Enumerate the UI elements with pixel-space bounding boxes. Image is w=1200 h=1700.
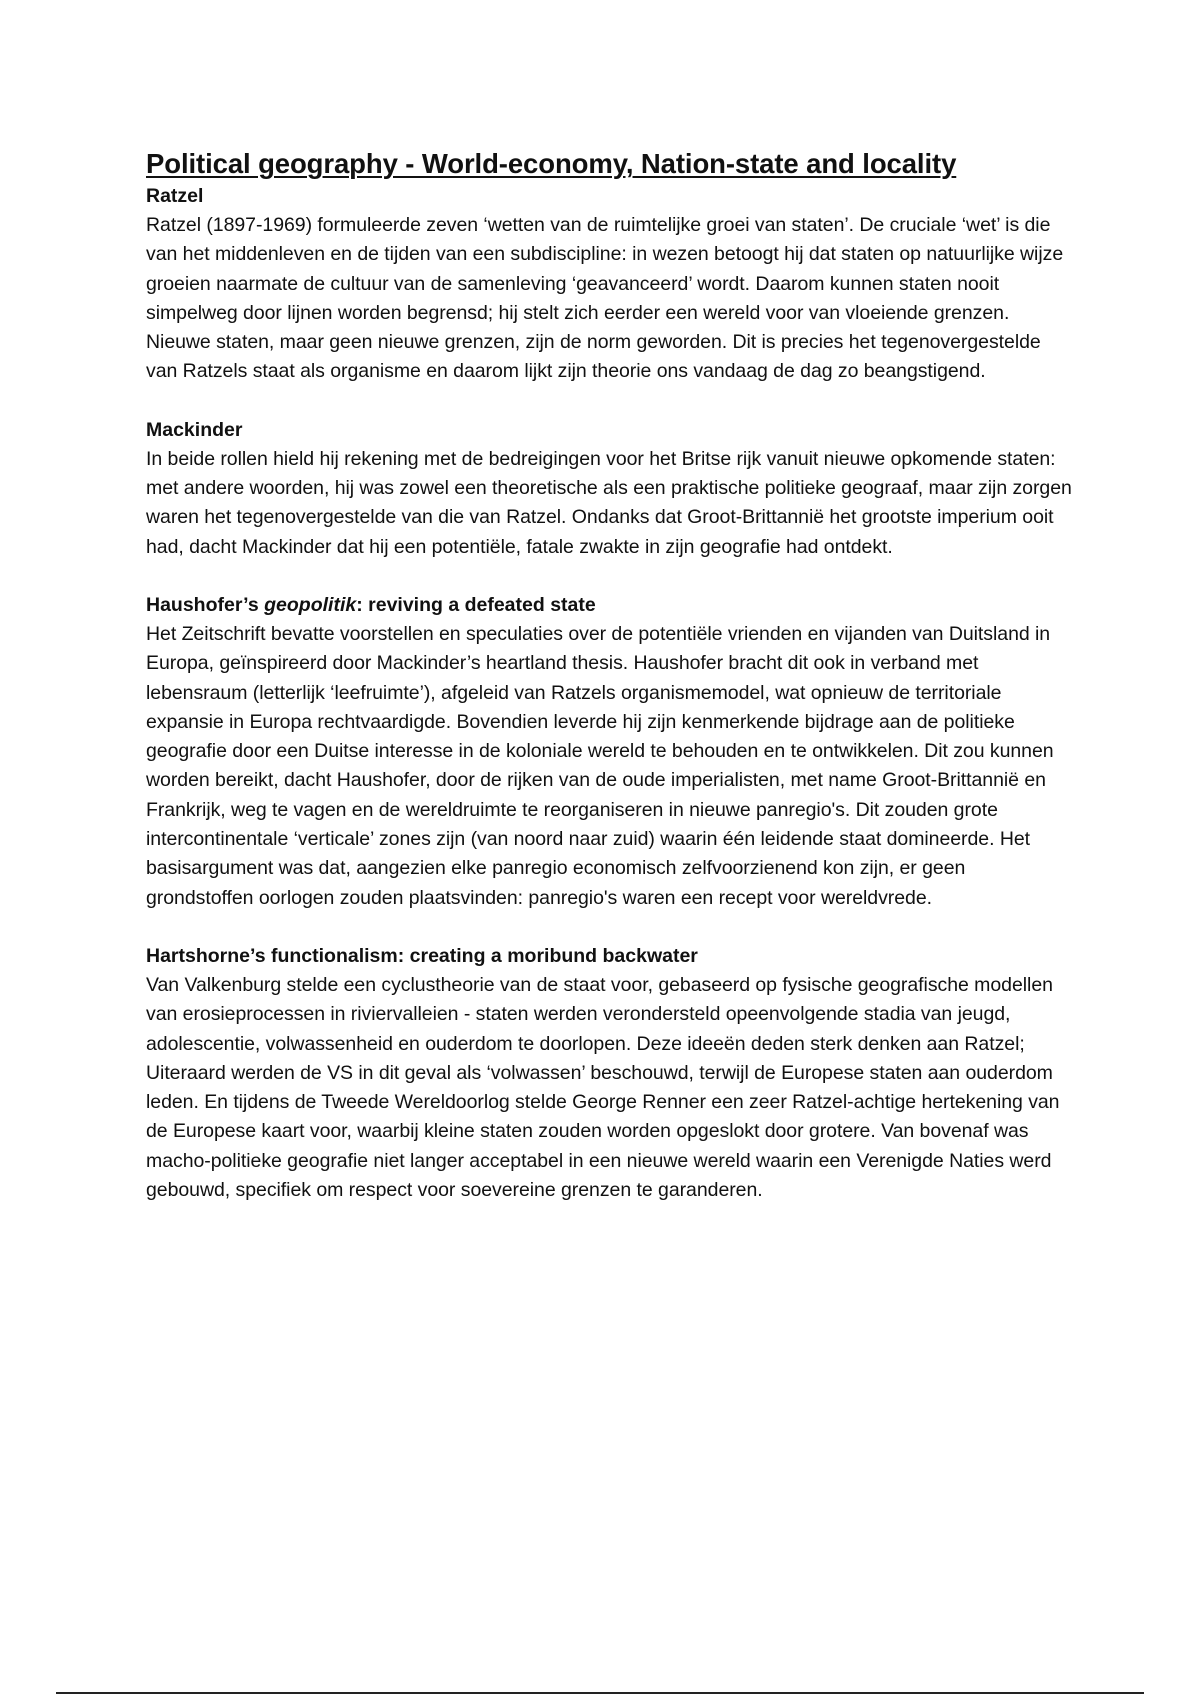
section-heading: Hartshorne’s functionalism: creating a moribund backwater [146, 944, 698, 967]
section-paragraph: Van Valkenburg stelde een cyclustheorie van de staat voor, gebaseerd op fysische geografische modellen van erosieprocessen in riviervalleien - staten werden verondersteld opeenvolgende stadia van jeugd, adolescentie, volwassenheid en ouderdom te doorlopen. Deze ideeën deden sterk denken aan Ratzel; Uiteraard werden de VS in dit geval als ‘volwassen’ beschouwd, terwijl de Europese staten aan ouderdom leden. En tijdens de Tweede Wereldoorlog stelde George Renner een zeer Ratzel-achtige hertekening van de Europese kaart voor, waarbij kleine staten zouden worden opgeslokt door grotere. Van bovenaf was macho-politieke geografie niet langer acceptabel in een nieuwe wereld waarin een Verenigde Naties werd gebouwd, specifiek om respect voor soevereine grenzen te garanderen. [146, 973, 1060, 1202]
section-hartshorne [146, 942, 1076, 1205]
section-heading: Mackinder [146, 418, 243, 441]
section-paragraph: Het Zeitschrift bevatte voorstellen en speculaties over de potentiële vrienden en vijanden van Duitsland in Europa, geïnspireerd door Mackinder’s heartland thesis. Haushofer bracht dit ook in verband met lebensraum (letterlijk ‘leefruimte’), afgeleid van Ratzels organismemodel, wat opnieuw de territoriale expansie in Europa rechtvaardigde. Bovendien leverde hij zijn kenmerkende bijdrage aan de politieke geografie door een Duitse interesse in de koloniale wereld te behouden en te ontwikkelen. Dit zou kunnen worden bereikt, dacht Haushofer, door de rijken van de oude imperialisten, met name Groot-Brittannië en Frankrijk, weg te vagen en de wereldruimte te reorganiseren in nieuwe panregio's. Dit zouden grote intercontinentale ‘verticale’ zones zijn (van noord naar zuid) waarin één leidende staat domineerde. Het basisargument was dat, aangezien elke panregio economisch zelfvoorzienend kon zijn, er geen grondstoffen oorlogen zouden plaatsvinden: panregio's waren een recept voor wereldvrede. [146, 622, 1054, 909]
page-title: Political geography - World-economy, Nation-state and locality [146, 148, 957, 179]
section-heading-emphasis: geopolitik [264, 593, 357, 616]
section-haushofer [146, 591, 1076, 913]
section-heading [146, 591, 1076, 620]
section-paragraph: In beide rollen hield hij rekening met de bedreigingen voor het Britse rijk vanuit nieuwe opkomende staten: met andere woorden, hij was zowel een theoretische als een praktische politieke geograaf, maar zijn zorgen waren het tegenovergestelde van die van Ratzel. Ondanks dat Groot-Brittannië het grootste imperium ooit had, dacht Mackinder dat hij een potentiële, fatale zwakte in zijn geografie had ontdekt. [146, 447, 1072, 558]
section-paragraph: Ratzel (1897-1969) formuleerde zeven ‘wetten van de ruimtelijke groei van staten’. De cruciale ‘wet’ is die van het middenleven en de tijden van een subdiscipline: in wezen betoogt hij dat staten op natuurlijke wijze groeien naarmate de cultuur van de samenleving ‘geavanceerd’ wordt. Daarom kunnen staten nooit simpelweg door lijnen worden begrensd; hij stelt zich eerder een wereld voor van vloeiende grenzen. Nieuwe staten, maar geen nieuwe grenzen, zijn de norm geworden. Dit is precies het tegenovergestelde van Ratzels staat als organisme en daarom lijkt zijn theorie ons vandaag de dag zo beangstigend. [146, 214, 1064, 383]
section-mackinder [146, 416, 1076, 562]
footer-divider [56, 1692, 1144, 1694]
section-heading: Ratzel [146, 185, 204, 207]
section-heading-text: Haushofer’s [146, 593, 265, 616]
section-ratzel [146, 182, 1076, 387]
section-heading-text: : reviving a defeated state [356, 593, 596, 616]
document-page [146, 146, 1076, 1205]
